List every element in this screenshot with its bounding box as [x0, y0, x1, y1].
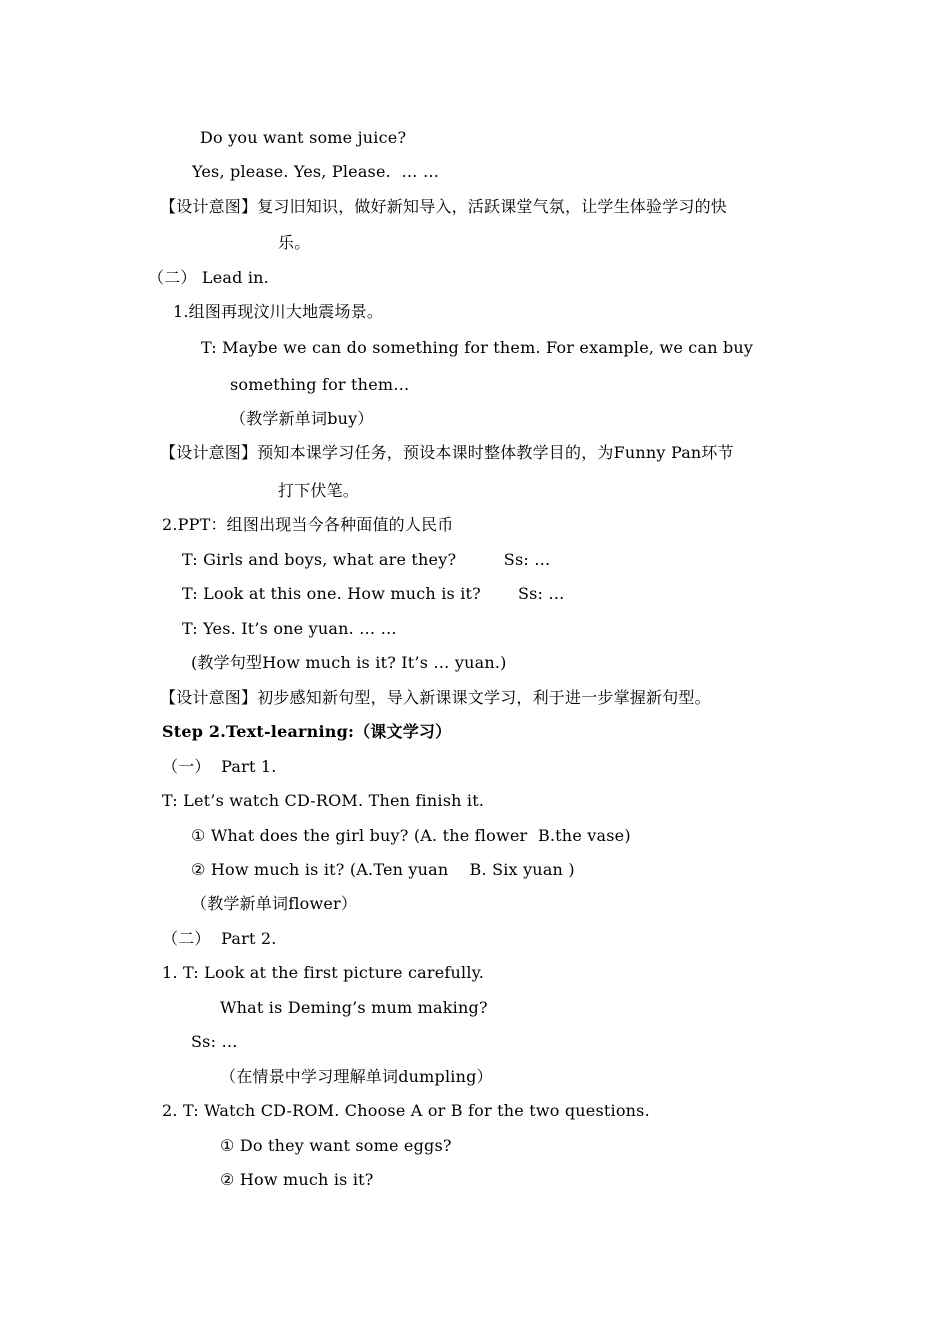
question-item: ② How much is it? — [220, 1170, 374, 1189]
dialogue-line: T: Yes. It’s one yuan. … … — [182, 619, 397, 638]
dialogue-line-continued: something for them… — [230, 375, 410, 394]
design-intent-note-continued: 打下伏笔。 — [278, 481, 360, 500]
dialogue-line: Yes, please. Yes, Please. … … — [192, 162, 440, 181]
design-intent-note-continued: 乐。 — [278, 233, 311, 252]
question-item: ② How much is it? (A.Ten yuan B. Six yuan ) — [191, 860, 575, 879]
dialogue-line: Do you want some juice? — [200, 128, 407, 147]
design-intent-note: 【设计意图】复习旧知识，做好新知导入，活跃课堂气氛，让学生体验学习的快 — [160, 197, 728, 216]
dialogue-line: T: Maybe we can do something for them. For example, we can buy — [201, 338, 754, 357]
teaching-note: （教学新单词buy） — [230, 409, 374, 428]
teaching-note: （在情景中学习理解单词dumpling） — [220, 1067, 493, 1086]
design-intent-note: 【设计意图】初步感知新句型，导入新课课文学习，利于进一步掌握新句型。 — [160, 688, 711, 707]
section-heading: （二） Lead in. — [148, 268, 269, 287]
dialogue-line: T: Let’s watch CD-ROM. Then finish it. — [162, 791, 485, 810]
dialogue-line: Ss: … — [191, 1032, 238, 1051]
list-item: 1.组图再现汶川大地震场景。 — [173, 302, 384, 321]
dialogue-line: T: Girls and boys, what are they? Ss: … — [182, 550, 551, 569]
question-item: ① What does the girl buy? (A. the flower B.the vase) — [191, 826, 631, 845]
list-item: 2.PPT：组图出现当今各种面值的人民币 — [162, 515, 454, 534]
list-item: 1. T: Look at the first picture carefully. — [162, 963, 485, 982]
step-heading: Step 2.Text-learning:（课文学习） — [162, 722, 452, 741]
question-item: ① Do they want some eggs? — [220, 1136, 452, 1155]
section-heading: （一） Part 1. — [162, 757, 277, 776]
design-intent-note: 【设计意图】预知本课学习任务，预设本课时整体教学目的，为Funny Pan环节 — [160, 443, 734, 462]
list-item: 2. T: Watch CD-ROM. Choose A or B for the two questions. — [162, 1101, 650, 1120]
dialogue-line: What is Deming’s mum making? — [220, 998, 488, 1017]
section-heading: （二） Part 2. — [162, 929, 277, 948]
dialogue-line: T: Look at this one. How much is it? Ss: … — [182, 584, 565, 603]
teaching-note: （教学新单词flower） — [191, 894, 358, 913]
teaching-note: (教学句型How much is it? It’s … yuan.) — [191, 653, 507, 672]
